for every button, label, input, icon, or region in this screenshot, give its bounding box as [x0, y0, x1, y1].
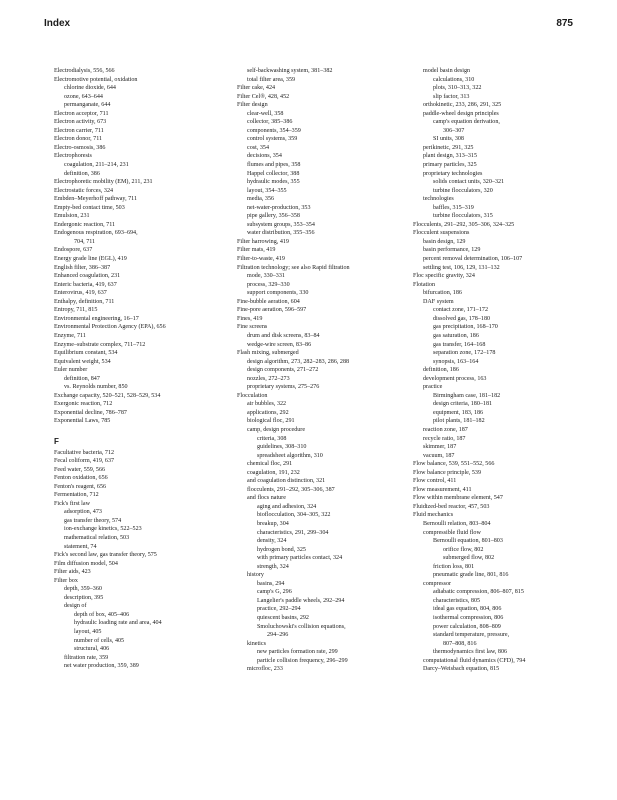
index-subentry: mathematical relation, 503: [64, 534, 130, 541]
index-subentry: basin performance, 129: [423, 247, 481, 254]
index-entry: Fenton's reagent, 656: [54, 483, 107, 490]
index-entry: Enthalpy, definition, 711: [54, 298, 115, 305]
index-subentry: design algorithm, 273, 282–283, 286, 288: [247, 358, 350, 365]
index-subentry: permanganate, 644: [64, 102, 111, 109]
index-subentry: pilot plants, 181–182: [433, 418, 485, 425]
index-column-2: [237, 67, 415, 674]
index-subentry: Bernoulli equation, 801–803: [433, 538, 503, 545]
index-subentry: practice: [423, 384, 443, 391]
index-subentry: computational fluid dynamics (CFD), 794: [423, 657, 526, 664]
index-entry: Enterovirus, 419, 637: [54, 290, 107, 297]
index-subentry: baffles, 315–319: [433, 204, 474, 211]
index-subentry: paddle-wheel design principles: [423, 110, 499, 117]
index-subentry: design components, 271–272: [247, 367, 319, 374]
index-subentry: turbine flocculators, 315: [433, 213, 493, 220]
index-entry: Euler number: [54, 367, 88, 374]
index-subentry: process, 329–330: [247, 281, 290, 288]
index-subentry: synopsis, 163–164: [433, 358, 479, 365]
index-entry: Environmental Protection Agency (EPA), 656: [54, 324, 166, 331]
index-subentry: coagulation, 191, 232: [247, 469, 300, 476]
index-entry: Fenton oxidation, 656: [54, 475, 108, 482]
index-subentry: Langelier's paddle wheels, 292–294: [257, 597, 345, 604]
index-entry: Exchange capacity, 520–521, 528–529, 534: [54, 392, 161, 399]
index-entry: Entropy, 711, 815: [54, 307, 98, 314]
index-subentry: biological floc, 291: [247, 418, 295, 425]
index-entry: Electrodialysis, 556, 566: [54, 68, 115, 74]
index-subentry: definition, 186: [423, 367, 459, 374]
index-entry: Fine-pore aeration, 596–597: [237, 307, 307, 314]
index-subentry: net water production, 359, 389: [64, 663, 139, 670]
index-subentry: flocculents, 291–292, 305–306, 387: [247, 486, 335, 493]
index-subentry: breakup, 304: [257, 520, 289, 527]
index-subentry: control systems, 359: [247, 136, 298, 143]
index-column-3: [413, 67, 595, 674]
index-subentry: settling test, 106, 129, 131–132: [423, 264, 500, 271]
page-title: Index: [44, 18, 71, 29]
index-subentry: SI units, 308: [433, 136, 464, 143]
index-subentry: bioflocculation, 304–305, 322: [257, 512, 331, 519]
index-subentry: support components, 330: [247, 290, 309, 297]
index-subentry: contact zone, 171–172: [433, 307, 488, 314]
index-subentry: applications, 292: [247, 409, 289, 416]
index-entry: Electron acceptor, 711: [54, 110, 109, 117]
page-header: [44, 18, 573, 34]
index-subentry: quiescent basins, 292: [257, 615, 309, 621]
index-entry: Fick's first law: [54, 500, 90, 507]
index-entry: Endergonic reaction, 711: [54, 221, 116, 228]
index-subentry: Darcy–Weisbach equation, 815: [423, 666, 500, 673]
index-entry: Filter harrowing, 419: [237, 238, 289, 245]
index-subentry: thermodynamics first law, 806: [433, 649, 508, 656]
index-entry: Enzyme–substrate complex, 711–712: [54, 341, 146, 348]
index-subentry: 294–296: [267, 632, 289, 639]
index-subentry: plant design, 313–315: [423, 153, 477, 160]
index-subentry: coagulation, 211–214, 231: [64, 162, 129, 169]
index-subentry: aging and adhesion, 324: [257, 503, 317, 510]
index-subentry: percent removal determination, 106–107: [423, 256, 523, 263]
index-entry: Electrophoresis: [54, 153, 92, 160]
index-entry: Fecal coliform, 419, 637: [54, 458, 115, 465]
index-subentry: skimmer, 187: [423, 444, 457, 451]
index-entry: Fine-bubble aeration, 604: [237, 298, 300, 305]
index-subentry: depth of box, 405–406: [74, 611, 130, 618]
index-subentry: orthokinetic, 233, 286, 291, 325: [423, 102, 502, 109]
index-subentry: vs. Reynolds number, 850: [64, 384, 128, 391]
index-subentry: guidelines, 308–310: [257, 444, 307, 451]
index-entry: Filtration technology; see also Rapid filtration: [237, 264, 350, 271]
index-subentry: components, 354–359: [247, 127, 301, 134]
index-subentry: history: [247, 572, 264, 579]
index-entry: Fluid mechanics: [413, 512, 454, 519]
index-subentry: 704, 711: [74, 238, 96, 245]
index-subentry: with primary particles contact, 324: [257, 555, 343, 562]
index-entry: Enhanced coagulation, 231: [54, 273, 121, 280]
index-entry: Electron carrier, 711: [54, 127, 104, 134]
index-entry: Flocculent suspensions: [413, 230, 470, 237]
index-entry: Filter aids, 423: [54, 569, 91, 576]
index-entry: Enzyme, 711: [54, 332, 86, 339]
index-subentry: air bubbles, 322: [247, 401, 287, 408]
index-subentry: Happel collector, 388: [247, 170, 300, 177]
index-entry: Facultative bacteria, 712: [54, 449, 115, 456]
index-subentry: microfloc, 233: [247, 666, 283, 673]
index-subentry: Bernoulli relation, 803–804: [423, 520, 491, 527]
index-entry: Fermentation, 712: [54, 492, 99, 499]
index-subentry: submerged flow, 802: [443, 555, 495, 562]
index-subentry: plots, 310–313, 322: [433, 85, 482, 92]
index-subentry: development process, 163: [423, 375, 487, 382]
index-subentry: kinetics: [247, 640, 266, 647]
index-subentry: practice, 292–294: [257, 606, 301, 613]
index-entry: Flocculents, 291–292, 305–306, 324–325: [413, 221, 515, 228]
index-subentry: gas transfer, 164–168: [433, 341, 486, 348]
index-entry: Electro-osmosis, 386: [54, 144, 106, 151]
index-subentry: gas precipitation, 168–170: [433, 324, 498, 331]
index-entry: Film diffusion model, 504: [54, 560, 118, 567]
index-subentry: nozzles, 272–273: [247, 375, 290, 382]
index-entry: Flow control, 411: [413, 478, 457, 485]
index-entry: Filter Cel®, 428, 452: [237, 93, 290, 100]
index-entry: Flow balance principle, 539: [413, 469, 482, 476]
index-entry: Fick's second law, gas transfer theory, 575: [54, 552, 157, 559]
index-subentry: pneumatic grade line, 801, 816: [433, 572, 509, 579]
index-subentry: ion-exchange kinetics, 522–523: [64, 526, 142, 533]
index-subentry: gas saturation, 186: [433, 332, 479, 339]
index-subentry: pipe gallery, 356–358: [247, 213, 300, 220]
index-entry: Electrostatic forces, 324: [54, 187, 114, 194]
index-subentry: definition, 847: [64, 375, 100, 382]
index-subentry: self-backwashing system, 381–382: [247, 68, 333, 74]
index-subentry: compressible fluid flow: [423, 529, 481, 536]
index-entry: Fluidized-bed reactor, 457, 503: [413, 503, 490, 510]
index-subentry: cost, 354: [247, 144, 270, 151]
index-entry: Exponential decline, 786–787: [54, 409, 127, 416]
page-number: 875: [556, 18, 573, 29]
index-subentry: filtration rate, 359: [64, 654, 109, 661]
index-subentry: layout, 405: [74, 629, 102, 635]
index-subentry: slip factor, 313: [433, 93, 470, 100]
index-subentry: basin design, 129: [423, 238, 466, 245]
index-subentry: primary particles, 325: [423, 162, 477, 169]
index-entry: Flotation: [413, 281, 436, 288]
index-subentry: friction loss, 801: [433, 563, 475, 570]
index-entry: Flow balance, 539, 551–552, 566: [413, 461, 495, 468]
index-subentry: adiabatic compression, 806–807, 815: [433, 589, 524, 596]
index-subentry: camp's G, 296: [257, 589, 292, 596]
index-subentry: collector, 385–386: [247, 119, 293, 126]
index-entry: Fine screens: [237, 324, 268, 331]
index-entry: Flocculation: [237, 392, 268, 399]
index-subentry: spreadsheet algorithm, 310: [257, 452, 323, 459]
index-subentry: design of: [64, 603, 87, 610]
index-entry: Electron activity, 673: [54, 119, 107, 126]
index-subentry: wedge-wire screen, 83–86: [247, 341, 312, 348]
index-subentry: description, 395: [64, 594, 104, 601]
index-subentry: recycle ratio, 187: [423, 435, 466, 442]
index-subentry: strength, 324: [257, 563, 289, 570]
index-subentry: separation zone, 172–178: [433, 350, 496, 357]
index-subentry: depth, 359–360: [64, 586, 102, 593]
index-subentry: characteristics, 805: [433, 597, 481, 604]
index-entry: Exergonic reaction, 712: [54, 401, 113, 408]
index-subentry: DAF system: [423, 298, 454, 305]
index-subentry: standard temperature, pressure,: [433, 632, 510, 639]
index-entry: Flow measurement, 411: [413, 486, 472, 493]
index-subentry: hydraulic modes, 355: [247, 179, 300, 186]
index-subentry: definition, 386: [64, 170, 100, 177]
index-subentry: gas transfer theory, 574: [64, 517, 122, 524]
index-entry: Feed water, 559, 566: [54, 466, 106, 473]
index-subentry: orifice flow, 802: [443, 546, 484, 553]
index-subentry: Birmingham case, 181–182: [433, 392, 501, 399]
index-subentry: layout, 354–355: [247, 187, 287, 194]
index-entry: Filter design: [237, 102, 268, 109]
index-subentry: water distribution, 355–356: [247, 230, 315, 237]
index-subentry: structural, 406: [74, 646, 110, 653]
index-subentry: isothermal compression, 806: [433, 615, 504, 621]
index-subentry: compressor: [423, 580, 452, 587]
section-letter: F: [54, 436, 59, 446]
index-entry: Flow within membrane element, 547: [413, 495, 503, 502]
index-subentry: drum and disk screens, 83–84: [247, 332, 320, 339]
index-subentry: 306–307: [443, 127, 465, 134]
index-subentry: reaction zone, 187: [423, 426, 468, 433]
index-subentry: turbine flocculators, 320: [433, 187, 493, 194]
blank-line: [54, 426, 232, 435]
index-subentry: solids contact units, 320–321: [433, 179, 505, 186]
index-subentry: particle collision frequency, 296–299: [257, 657, 348, 664]
index-column-1: [54, 67, 232, 671]
index-entry: Filter cake, 424: [237, 85, 276, 92]
index-subentry: adsorption, 473: [64, 509, 102, 516]
index-subentry: proprietary systems, 275–276: [247, 384, 320, 391]
index-subentry: perikinetic, 291, 325: [423, 144, 474, 151]
index-subentry: design criteria, 180–181: [433, 401, 493, 408]
index-entry: Electromotive potential, oxidation: [54, 76, 138, 83]
index-subentry: flumes and pipes, 358: [247, 162, 301, 169]
index-subentry: subsystem groups, 353–354: [247, 221, 315, 228]
index-subentry: technologies: [423, 196, 454, 203]
index-entry: Endospore, 637: [54, 247, 93, 254]
index-subentry: characteristics, 291, 299–304: [257, 529, 329, 536]
index-subentry: number of cells, 405: [74, 637, 125, 644]
index-entry: Flash mixing, submerged: [237, 350, 299, 357]
index-subentry: criteria, 308: [257, 435, 287, 442]
index-entry: Equivalent weight, 534: [54, 358, 111, 365]
index-subentry: ideal gas equation, 804, 806: [433, 606, 502, 613]
index-subentry: calculations, 310: [433, 76, 475, 83]
index-entry: Filter-to-waste, 419: [237, 256, 285, 263]
index-subentry: camp's equation derivation,: [433, 119, 500, 126]
index-subentry: model basin design: [423, 68, 471, 74]
index-entry: Filter box: [54, 577, 78, 584]
index-subentry: equipment, 183, 186: [433, 409, 484, 416]
index-subentry: ozone, 643–644: [64, 93, 103, 100]
index-subentry: hydrogen bond, 325: [257, 546, 306, 553]
index-entry: Equilibrium constant, 534: [54, 350, 118, 357]
index-subentry: chlorine dioxide, 644: [64, 85, 116, 92]
index-subentry: total filter area, 359: [247, 76, 296, 83]
index-subentry: new particles formation rate, 299: [257, 649, 338, 656]
index-subentry: hydraulic loading rate and area, 404: [74, 620, 162, 627]
index-subentry: net-water-production, 353: [247, 204, 311, 211]
index-subentry: basins, 294: [257, 580, 285, 587]
index-subentry: camp, design procedure: [247, 426, 306, 433]
index-entry: Electrophoretic mobility (EM), 211, 231: [54, 179, 153, 186]
index-subentry: proprietary technologies: [423, 170, 483, 177]
index-entry: Filter mats, 419: [237, 247, 276, 254]
index-subentry: Smoluchowski's collision equations,: [257, 623, 346, 630]
index-entry: Emulsion, 231: [54, 213, 90, 220]
index-entry: Empty-bed contact time, 503: [54, 204, 125, 211]
index-subentry: decisions, 354: [247, 153, 282, 160]
index-subentry: density, 324: [257, 538, 287, 545]
index-subentry: statement, 74: [64, 543, 97, 550]
index-subentry: power calculation, 808–809: [433, 623, 501, 630]
index-subentry: chemical floc, 291: [247, 461, 293, 468]
index-subentry: dissolved gas, 178–180: [433, 315, 491, 322]
index-subentry: and flocs nature: [247, 495, 286, 502]
index-entry: Exponential Laws, 785: [54, 418, 111, 425]
index-subentry: bifurcation, 186: [423, 290, 462, 297]
index-subentry: media, 356: [247, 196, 275, 203]
index-entry: Enteric bacteria, 419, 637: [54, 281, 117, 288]
index-entry: Energy grade line (EGL), 419: [54, 256, 127, 263]
index-subentry: mode, 330–331: [247, 273, 285, 280]
index-entry: Embden–Meyerhoff pathway, 711: [54, 196, 138, 203]
index-entry: Electron donor, 711: [54, 136, 103, 143]
index-entry: Floc specific gravity, 324: [413, 273, 475, 280]
index-subentry: 807–808, 816: [443, 640, 477, 647]
index-entry: Endogenous respiration, 693–694,: [54, 230, 138, 237]
index-subentry: vacuum, 187: [423, 452, 455, 459]
index-subentry: and coagulation distinction, 321: [247, 478, 326, 485]
index-subentry: clear-well, 358: [247, 110, 284, 117]
index-entry: Environmental engineering, 16–17: [54, 315, 139, 322]
index-entry: Fines, 419: [237, 315, 263, 322]
index-entry: English filter, 386–387: [54, 264, 111, 271]
